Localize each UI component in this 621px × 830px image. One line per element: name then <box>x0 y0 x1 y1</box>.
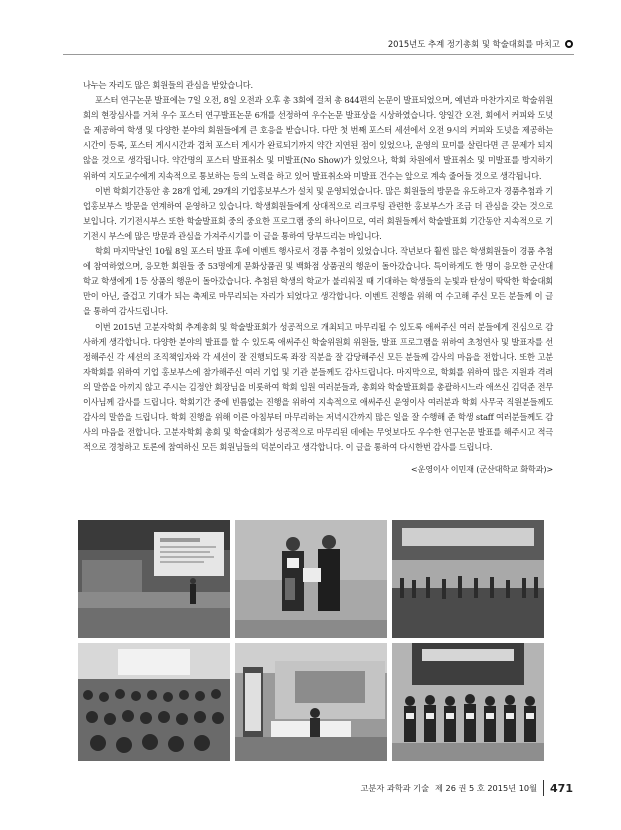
page-number: 471 <box>550 781 573 795</box>
circle-bullet-icon <box>565 40 573 48</box>
journal-name: 고분자 과학과 기술 <box>360 782 429 793</box>
audience-seminar-photo <box>78 643 230 761</box>
lecture-hall-speaker-photo <box>78 520 230 638</box>
photo-grid <box>78 520 544 764</box>
company-booth-photo <box>235 643 387 761</box>
award-ceremony-photo <box>235 520 387 638</box>
footer-divider <box>543 780 544 796</box>
author-signature: <운영이사 이민재 (군산대학교 화학과)> <box>410 464 553 475</box>
paragraph: 포스터 연구논문 발표에는 7일 오전, 8일 오전과 오후 총 3회에 걸쳐 총 844편의 논문이 발표되었으며, 예년과 마찬가지로 학술위원회의 현장심사를 거쳐 우수 포스터 연구발표논문 6개를 선정하여 우수논문 발표상을 시상하였습니다. 양일간 오전, 회에서 커피와 도넛을 제공하여 학생 및 다양한 분야의 회원들에게 큰 호응을 받습니다. 다만 첫 번째 포스터 세션에서 오전 9시의 커피와 도넛을 제공하는 시간이 등록, 포스터 게시시간과 겹쳐 포스터 게시가 완료되기까지 약간 지연된 점이 있었으나, 운영의 묘미를 살린다면 큰 문제가 되지 않을 것으로 생각됩니다. 약간명의 포스터 발표취소 및 미발표(No Show)가 있었으나, 학회 차원에서 발표취소 및 미발표를 방지하기 위하여 지도교수에게 지속적으로 통보하는 등의 노력을 하고 있어 발표취소와 미발표 건수는 앞으로 계속 줄어들 것으로 생각됩니다. <box>83 95 553 181</box>
paragraph: 나누는 자리도 많은 회원들의 관심을 받았습니다. <box>83 80 253 90</box>
header-divider <box>63 54 574 55</box>
group-award-photo <box>392 643 544 761</box>
paragraph: 이번 학회기간동안 총 28개 업체, 29개의 기업홍보부스가 설치 및 운영되었습니다. 많은 회원들의 방문을 유도하고자 경품추첨과 기업홍보부스 방문을 연계하여 운영하고 있습니다. 학생회원들에게 상대적으로 리크루팅 관련한 홍보부스가 조금 더 관심을 갖는 것으로 보입니다. 기기전시부스 또한 학술발표회 중의 중요한 프로그램 중의 하나이므로, 여러 회원들께서 학술발표회 기간동안 지속적으로 기기전시 부스에 많은 방문과 관심을 가져주시기를 이 글을 통하여 당부드리는 바입니다. <box>83 185 553 241</box>
exhibition-hall-photo <box>392 520 544 638</box>
paragraph: 이번 2015년 고분자학회 추계총회 및 학술발표회가 성공적으로 개최되고 마무리될 수 있도록 애써주신 여러 분들에게 진심으로 감사하게 생각합니다. 다양한 분야의 발표를 할 수 있도록 애써주신 학술위원회 위원들, 발표 프로그램을 위하여 초청연사 및 발표자를 선정해주신 각 세션의 조직책임자와 각 세션이 잘 진행되도록 좌장 직분을 잘 감당해주신 모든 분들께 감사의 마음을 전합니다. 또한 고분자학회를 위하여 기업 홍보부스에 참가해주신 여러 기업 및 기관 분들께도 감사드립니다. 마지막으로, 학회를 위하여 많은 지원과 격려의 말씀을 아끼지 않고 주시는 김정안 회장님을 비롯하여 학회 임원 여러분들과, 총회와 학술발표회를 총괄하시느라 애쓰신 김덕준 전무이사님께 감사를 드립니다. 학회기간 중에 빈틈없는 진행을 위하여 지속적으로 애써주신 운영이사 여러분과 학회 사무국 직원분들께도 감사의 말씀을 드립니다. 학회 진행을 위해 이른 아침부터 마무리하는 저녁시간까지 많은 일을 잘 수행해 준 학생 staff 여러분들께도 감사의 마음을 전합니다. 고분자학회 총회 및 학술대회가 성공적으로 마무리된 데에는 무엇보다도 우수한 연구논문 발표를 해주시고 적극적으로 경청하고 토론에 참여하신 모든 회원님들의 덕분이라고 생각합니다. 이 글을 통하여 다시한번 감사를 드립니다. <box>83 321 553 453</box>
header-title: 2015년도 추계 정기총회 및 학술대회를 마치고 <box>387 39 560 49</box>
issue-info: 제 26 권 5 호 2015년 10월 <box>434 782 538 793</box>
running-header <box>388 38 573 50</box>
page-footer <box>361 780 574 796</box>
paragraph: 학회 마지막날인 10월 8일 포스터 발표 후에 이벤트 행사로서 경품 추첨이 있었습니다. 작년보다 훨씬 많은 학생회원들이 경품 추첨에 참여하였으며, 응모한 회원들 중 53명에게 문화상품권 및 백화점 상품권의 행운이 돌아갔습니다. 특이하게도 한 명이 응모한 군산대학교 학생에게 1등 상품의 행운이 돌아갔습니다. 추첨된 학생의 학교가 불리워질 때 기대하는 학생들의 눈빛과 탄성이 딱딱한 학술대회만이 아닌, 즐겁고 기대가 되는 축제로 마무리되는 자리가 되었다고 생각합니다. 이벤트 진행을 위해 여 수고해 주신 모든 분들께 이 글을 통하여 감사드립니다. <box>83 246 553 317</box>
article-body <box>83 78 553 477</box>
